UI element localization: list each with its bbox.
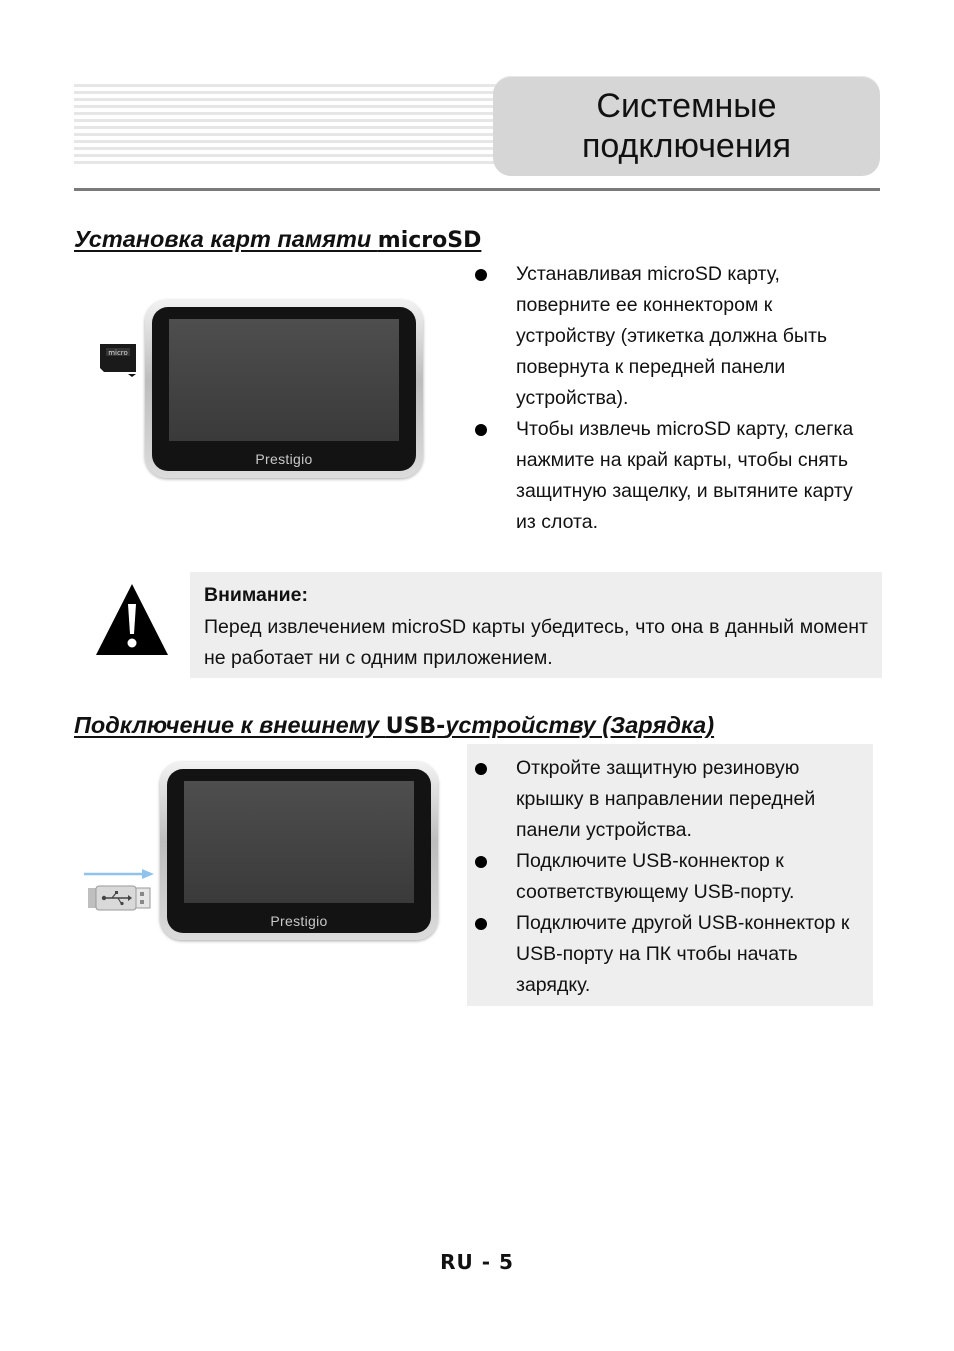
list-item: Чтобы извлечь microSD карту, слегка нажмите на край карты, чтобы снять защитную защелку, и вытяните карту из слота. — [474, 414, 854, 538]
section-title-usb — [74, 712, 714, 739]
insert-arrow-icon — [84, 867, 156, 881]
microsd-instructions-list — [474, 259, 854, 538]
section-title-usb-rest: устройству (Зарядка) — [445, 712, 715, 738]
chapter-title-box — [493, 76, 880, 176]
device-brand-logo: Prestigio — [255, 451, 313, 467]
device-brand-logo: Prestigio — [270, 913, 328, 929]
microsd-card-icon — [98, 342, 140, 378]
list-item: Подключите USB-коннектор к соответствующему USB-порту. — [474, 846, 864, 908]
device-illustration-1 — [145, 300, 423, 478]
header-decorative-stripes — [74, 84, 504, 168]
section-title-usb-term: USB- — [385, 714, 446, 739]
device-screen — [184, 781, 414, 903]
header-rule — [74, 188, 880, 191]
usb-connector-icon — [88, 884, 152, 912]
list-item: Подключите другой USB-коннектор к USB-порту на ПК чтобы начать зарядку. — [474, 908, 864, 1001]
list-item: Откройте защитную резиновую крышку в направлении передней панели устройства. — [474, 753, 864, 846]
device-bezel — [152, 307, 416, 471]
section-title-microsd-term: microSD — [377, 228, 482, 253]
page-number: RU - 5 — [440, 1250, 514, 1274]
list-item: Устанавливая microSD карту, поверните ее коннектором к устройству (этикетка должна быть повернута к передней панели устройства). — [474, 259, 854, 414]
device-bezel — [167, 769, 431, 933]
section-title-microsd — [74, 226, 481, 253]
warning-triangle-icon — [94, 582, 170, 656]
section-title-microsd-text: Установка карт памяти — [74, 226, 378, 252]
device-illustration-2 — [160, 762, 438, 940]
section-title-usb-text: Подключение к внешнему — [74, 712, 386, 738]
warning-title: Внимание: — [204, 584, 308, 606]
usb-instructions-list — [474, 753, 864, 1001]
chapter-title-line1: Системные — [596, 87, 777, 125]
warning-text: Перед извлечением microSD карты убедитесь, что она в данный момент не работает ни с одним приложением. — [204, 616, 868, 669]
device-screen — [169, 319, 399, 441]
microsd-card-label: micro — [108, 349, 128, 357]
chapter-title-line2: подключения — [581, 127, 792, 165]
